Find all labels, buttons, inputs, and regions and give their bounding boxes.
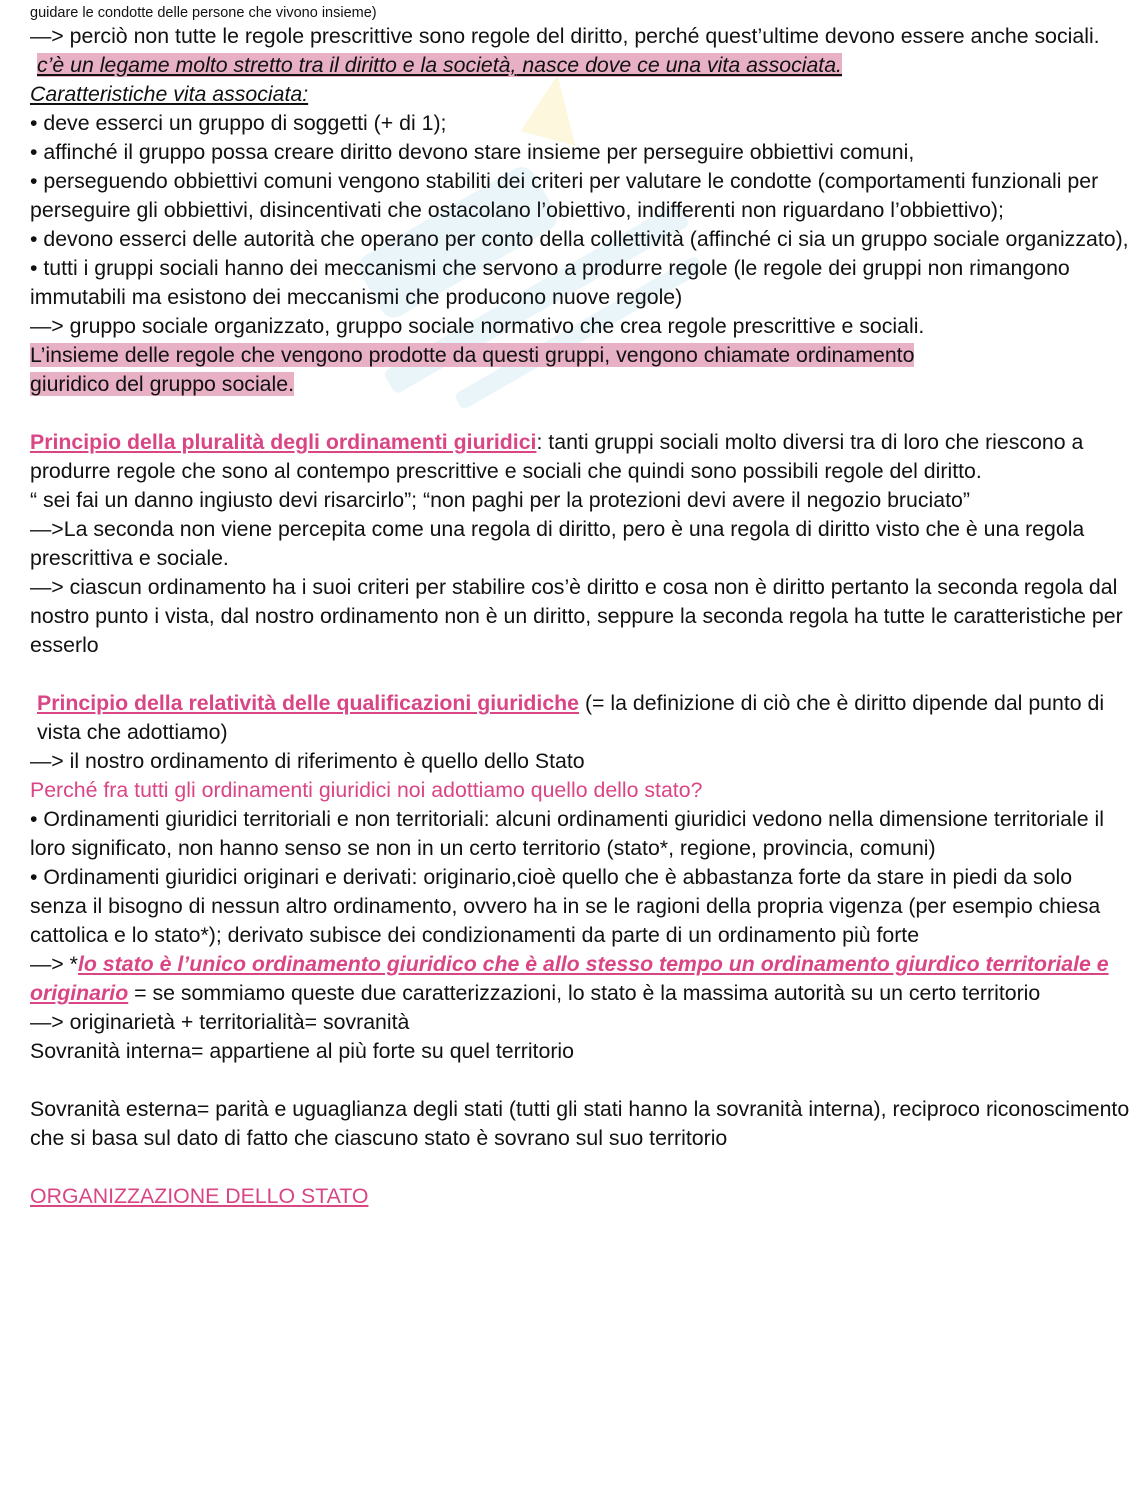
bullet-item: • Ordinamenti giuridici territoriali e non territoriali: alcuni ordinamenti giuridici vedono nella dimensione territoriale il loro significato, non hanno senso se non in un certo territorio (stato*, regione, provincia, comuni)	[30, 807, 1104, 860]
text-line: —> il nostro ordinamento di riferimento è quello dello Stato	[30, 749, 585, 773]
key-statement-highlight: lo stato è l’unico ordinamento giuridico che è allo stesso tempo un ordinamento giurdico territoriale e originario	[30, 952, 1109, 1005]
bullet-item: • affinché il gruppo possa creare diritto devono stare insieme per perseguire obbiettivi comuni,	[30, 140, 915, 164]
principle-paragraph	[30, 428, 1130, 486]
bullet-item: • devono esserci delle autorità che operano per conto della collettività (affinché ci sia un gruppo sociale organizzato),	[30, 227, 1129, 251]
principle-text: (= la definizione di ciò che è diritto dipende dal punto di vista che adottiamo)	[37, 691, 1105, 744]
text-line: Sovranità interna= appartiene al più forte su quel territorio	[30, 1039, 574, 1063]
highlighted-paragraph	[30, 341, 1130, 399]
text-paragraph: “ sei fai un danno ingiusto devi risarcirlo”; “non paghi per la protezioni devi avere il negozio bruciato”	[30, 488, 970, 512]
text-line: —> originarietà + territorialità= sovranità	[30, 1010, 410, 1034]
bullet-item: • deve esserci un gruppo di soggetti (+ di 1);	[30, 111, 447, 135]
highlight-span: c’è un legame molto stretto tra il diritto e la società,	[37, 53, 517, 77]
highlight-span: vita associata.	[707, 53, 842, 77]
text-line: —> gruppo sociale organizzato, gruppo sociale normativo che crea regole prescrittive e sociali.	[30, 314, 925, 338]
principle-title: Principio della relatività delle qualificazioni giuridiche	[37, 691, 580, 715]
bullet-item: • perseguendo obbiettivi comuni vengono stabiliti dei criteri per valutare le condotte (comportamenti funzionali per perseguire gli obbiettivi, disincentivati che ostacolano l’obiettivo, indifferenti non riguardano l’obbiettivo);	[30, 169, 1099, 222]
bullet-item: • Ordinamenti giuridici originari e derivati: originario,cioè quello che è abbastanza forte da stare in piedi da solo senza il bisogno di nessun altro ordinamento, ovvero ha in se le ragioni della propria vigenza (per esempio chiesa cattolica e lo stato*); derivato subisce dei condizionamenti da parte di un ordinamento più forte	[30, 865, 1101, 947]
document-page	[30, 0, 1130, 1211]
text-paragraph: —> ciascun ordinamento ha i suoi criteri per stabilire cos’è diritto e cosa non è diritto pertanto la seconda regola dal nostro punto i vista, dal nostro ordinamento non è un diritto, seppure la seconda regola ha tutte le caratteristiche per esserlo	[30, 575, 1123, 657]
text-paragraph: Sovranità esterna= parità e uguaglianza degli stati (tutti gli stati hanno la sovranità interna), reciproco riconoscimento che si basa sul dato di fatto che ciascuno stato è sovrano sul suo territorio	[30, 1097, 1130, 1150]
key-statement-text: = se sommiamo queste due caratterizzazioni, lo stato è la massima autorità su un certo territorio	[128, 981, 1041, 1005]
section-heading: ORGANIZZAZIONE DELLO STATO	[30, 1184, 369, 1208]
bullet-item: • tutti i gruppi sociali hanno dei meccanismi che servono a produrre regole (le regole dei gruppi non rimangono immutabili ma esistono dei meccanismi che producono nuove regole)	[30, 256, 1070, 309]
text-paragraph: —>La seconda non viene percepita come una regola di diritto, pero è una regola di diritto visto che è una regola prescrittiva e sociale.	[30, 517, 1085, 570]
principle-paragraph	[30, 689, 1130, 747]
highlight-span: L’insieme delle regole che vengono prodotte da questi gruppi, vengono chiamate ordinamento	[30, 343, 915, 367]
section-subtitle: Caratteristiche vita associata:	[30, 82, 309, 106]
text-paragraph: —> perciò non tutte le regole prescrittive sono regole del diritto, perché quest’ultime devono essere anche sociali.	[30, 24, 1100, 48]
question-line: Perché fra tutti gli ordinamenti giuridici noi adottiamo quello dello stato?	[30, 778, 703, 802]
highlighted-sentence	[30, 51, 1130, 80]
principle-text: : tanti gruppi sociali molto diversi tra di loro che riescono a produrre regole che sono al contempo prescrittive e sociali che quindi sono possibili regole del diritto.	[30, 430, 1084, 483]
arrow-prefix: —> *	[30, 952, 78, 976]
highlight-span: giuridico del gruppo sociale.	[30, 372, 295, 396]
text-line: guidare le condotte delle persone che vivono insieme)	[30, 5, 377, 21]
highlight-span: nasce dove ce una	[516, 53, 708, 77]
principle-title: Principio della pluralità degli ordinamenti giuridici	[30, 430, 537, 454]
key-statement	[30, 950, 1130, 1008]
